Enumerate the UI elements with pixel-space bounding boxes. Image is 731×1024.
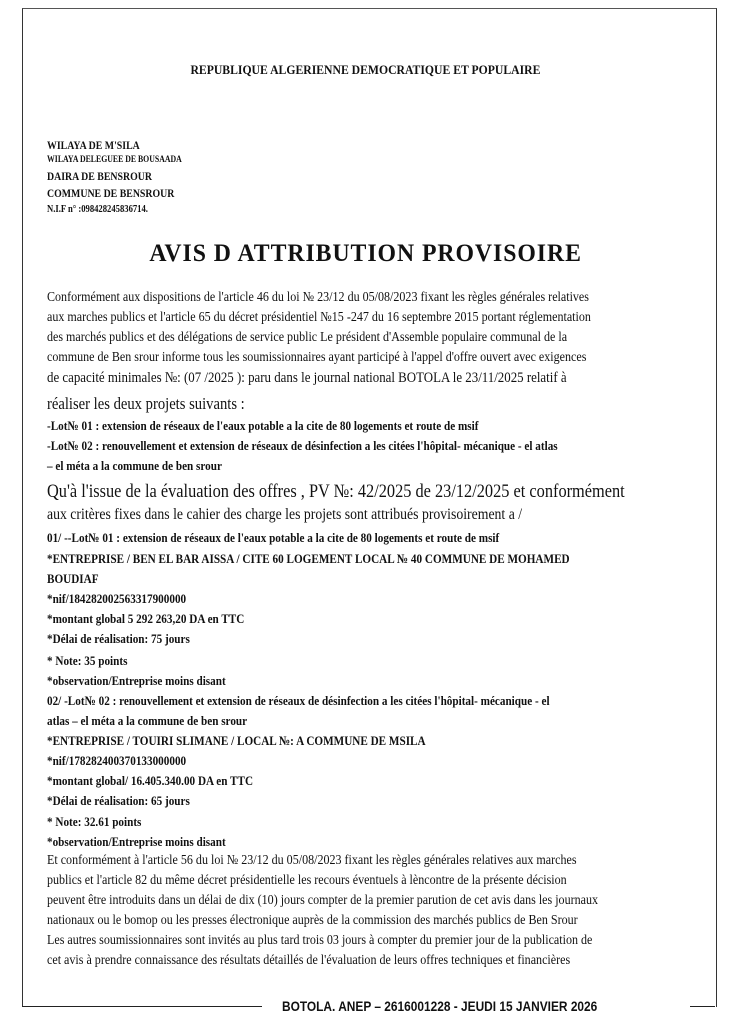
intro-line: Conformément aux dispositions de l'article 46 du loi № 23/12 du 05/08/2023 fixant les règles générales relatives	[47, 290, 589, 305]
evaluation-line: aux critères fixes dans le cahier des charge les projets sont attribués provisoirement a /	[47, 506, 523, 523]
intro-line: de capacité minimales №: (07 /2025 ): paru dans le journal national BOTOLA le 23/11/2025 relatif à	[47, 370, 567, 386]
closing-line: publics et l'article 82 du même décret présidentielle les recours éventuels à lèncontre de la présente décision	[47, 873, 567, 888]
closing-line: cet avis à prendre connaissance des résultats détaillés de l'évaluation de leurs offres techniques et financières	[47, 953, 571, 968]
issuer-wilaya: WILAYA DE M'SILA	[47, 138, 140, 152]
award1-nif: *nif/184282002563317900000	[47, 591, 187, 606]
issuer-daira: DAIRA DE BENSROUR	[47, 169, 152, 183]
award2-line: *ENTREPRISE / TOUIRI SLIMANE / LOCAL №: A COMMUNE DE MSILA	[47, 733, 426, 748]
intro-line: des marchés publics et des délégations de service public Le président d'Assemble populaire communal de la	[47, 330, 568, 345]
footer	[0, 998, 731, 1018]
award1-line: *ENTREPRISE / BEN EL BAR AISSA / CITE 60 LOGEMENT LOCAL № 40 COMMUNE DE MOHAMED	[47, 551, 570, 566]
footer-publication-info: BOTOLA. ANEP – 2616001228 - JEUDI 15 JANVIER 2026	[282, 998, 598, 1014]
award2-note: * Note: 32.61 points	[47, 814, 142, 829]
lot-line: -Lot№ 02 : renouvellement et extension de réseaux de désinfection a les citées l'hôpital- mécanique - el atlas	[47, 438, 558, 453]
footer-rule-left	[22, 1006, 262, 1007]
award1-line: BOUDIAF	[47, 571, 99, 586]
closing-line: nationaux ou le bomop ou les presses électronique auprès de la commission des marchés publics de Ben Srour	[47, 913, 578, 928]
award2-observation: *observation/Entreprise moins disant	[47, 834, 226, 849]
award1-observation: *observation/Entreprise moins disant	[47, 673, 226, 688]
lot-line: – el méta a la commune de ben srour	[47, 458, 222, 473]
intro-line: aux marches publics et l'article 65 du décret présidentiel №15 -247 du 16 septembre 2015 portant réglementation	[47, 310, 591, 325]
document-title	[0, 240, 731, 268]
footer-rule-right	[690, 1006, 715, 1007]
award2-amount: *montant global/ 16.405.340.00 DA en TTC	[47, 773, 254, 788]
award1-line: 01/ --Lot№ 01 : extension de réseaux de l'eaux potable a la cite de 80 logements et route de msif	[47, 530, 500, 545]
closing-line: Et conformément à l'article 56 du loi № 23/12 du 05/08/2023 fixant les règles générales relatives aux marches	[47, 853, 577, 868]
award2-nif: *nif/178282400370133000000	[47, 753, 187, 768]
issuer-commune: COMMUNE DE BENSROUR	[47, 186, 175, 200]
republic-header	[0, 62, 731, 78]
award2-line: atlas – el méta a la commune de ben srour	[47, 713, 248, 728]
issuer-nif: N.I.F n° :098428245836714.	[47, 204, 148, 215]
closing-line: peuvent être introduits dans un délai de dix (10) jours compter de la premier parution de cet avis dans les journaux	[47, 893, 599, 908]
republic-header-text: REPUBLIQUE ALGERIENNE DEMOCRATIQUE ET POPULAIRE	[190, 62, 541, 77]
award2-line: 02/ -Lot№ 02 : renouvellement et extension de réseaux de désinfection a les citées l'hôpital- mécanique - el	[47, 693, 550, 708]
award1-amount: *montant global 5 292 263,20 DA en TTC	[47, 611, 245, 626]
issuer-wilaya-deleguee: WILAYA DELEGUEE DE BOUSAADA	[47, 155, 182, 165]
lot-line: -Lot№ 01 : extension de réseaux de l'eaux potable a la cite de 80 logements et route de msif	[47, 418, 479, 433]
award1-delay: *Délai de réalisation: 75 jours	[47, 631, 190, 646]
award2-delay: *Délai de réalisation: 65 jours	[47, 793, 190, 808]
evaluation-line: Qu'à l'issue de la évaluation des offres , PV №: 42/2025 de 23/12/2025 et conformément	[47, 481, 625, 502]
intro-line: commune de Ben srour informe tous les soumissionnaires ayant participé à l'appel d'offre ouvert avec exigences	[47, 350, 587, 365]
award1-note: * Note: 35 points	[47, 653, 128, 668]
intro-line: réaliser les deux projets suivants :	[47, 394, 245, 413]
document-title-text: AVIS D ATTRIBUTION PROVISOIRE	[149, 240, 582, 267]
closing-line: Les autres soumissionnaires sont invités au plus tard trois 03 jours à compter du premier jour de la publication de	[47, 933, 593, 948]
